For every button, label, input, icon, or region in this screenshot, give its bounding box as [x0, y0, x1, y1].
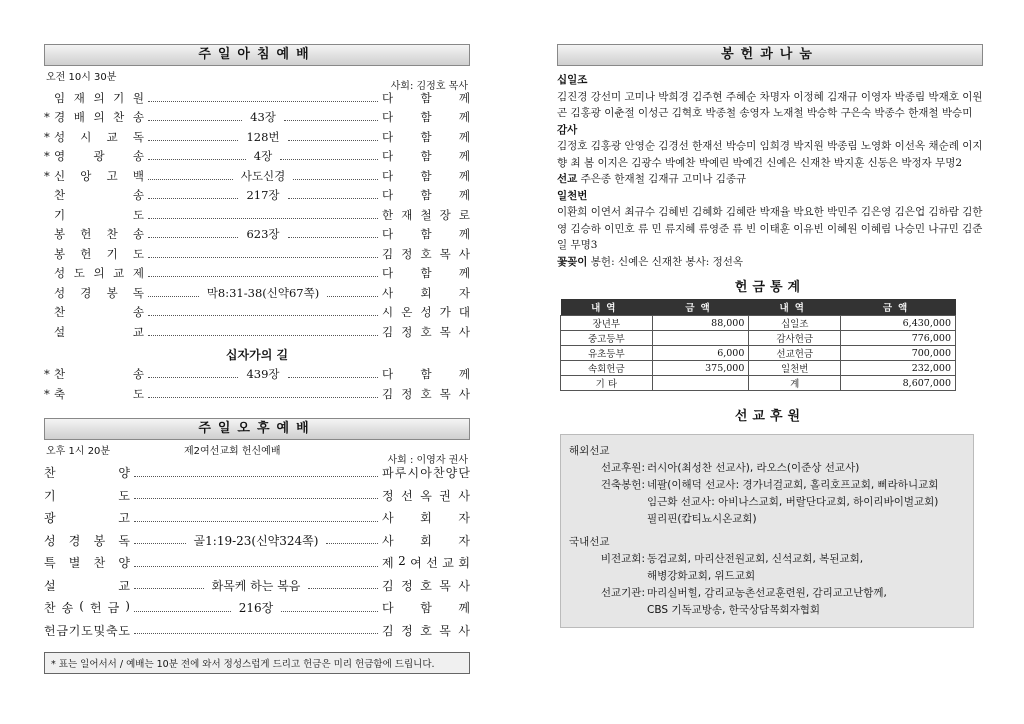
stats-row	[561, 331, 956, 346]
stats-amount: 700,000	[841, 346, 956, 361]
footer-note: * 표는 일어서서 / 예배는 10분 전에 와서 정성스럽게 드리고 헌금은 미리 헌금함에 드립니다.	[44, 652, 470, 674]
order-person: 사 회 자	[382, 533, 471, 548]
order-row	[44, 529, 470, 552]
mission-label: 선교후원:	[600, 462, 645, 474]
stats-row	[561, 346, 956, 361]
order-label: 설 교	[54, 324, 144, 339]
order-label: 찬 송	[54, 367, 144, 382]
morning-order-list	[44, 88, 470, 342]
mission-title: 선교후원	[734, 409, 806, 424]
order-person: 김 정 호 목 사	[382, 246, 470, 261]
afternoon-subtitle: 제2여선교회 헌신예배	[184, 445, 281, 457]
offering-category: 감사	[557, 123, 578, 136]
order-label: 임 재 의 기 원	[54, 90, 144, 105]
order-detail: 128번	[246, 129, 280, 144]
mission-line	[569, 602, 965, 619]
mission-label	[569, 568, 647, 585]
order-row	[44, 147, 470, 167]
order-row	[44, 574, 470, 597]
order-label: 찬 양	[44, 466, 130, 481]
right-column	[557, 44, 983, 628]
stats-item: 장년부	[561, 316, 653, 331]
stats-row	[561, 316, 956, 331]
mission-value: 임근화 선교사: 아비나스교회, 버랄단다교회, 하이리바이벌교회)	[647, 496, 939, 508]
stats-item: 감사헌금	[749, 331, 841, 346]
order-row	[44, 166, 470, 186]
mission-value: 해병강화교회, 위드교회	[647, 570, 756, 582]
offering-list	[557, 72, 983, 270]
stats-title: 헌금통계	[734, 280, 806, 295]
stats-item: 중고등부	[561, 331, 653, 346]
donor-names: 이환희 이연서 최규수 김혜빈 김혜화 김혜란 박재율 박요한 박민주 김은영 김은업 김하람 김한영 김승하 이민호 류 민 류지혜 류영준 류 빈 이태훈 이유빈 이혜원 이혜림 나승민 나규민 김준일 무명3	[557, 206, 983, 251]
stats-amount: 776,000	[841, 331, 956, 346]
mission-line	[569, 477, 965, 494]
order-detail: 217장	[246, 188, 280, 203]
order-row	[44, 552, 470, 575]
stats-item: 기 타	[561, 376, 653, 391]
standing-mark: *	[44, 386, 50, 401]
order-row	[44, 322, 470, 342]
stats-amount: 8,607,000	[841, 376, 956, 391]
offering-category: 일천번	[557, 189, 588, 202]
mission-label	[569, 511, 647, 528]
mission-box	[560, 434, 974, 628]
order-label: 찬 송 ( 헌 금 )	[44, 599, 130, 616]
order-person: 다 함 께	[382, 90, 470, 105]
order-row	[44, 186, 470, 206]
donor-names: 주은종 한재철 김재규 고미나 김종규	[580, 173, 747, 185]
mission-value: 마리실버힐, 감리교농촌선교훈련원, 감리교고난함께,	[647, 587, 887, 599]
morning-meta	[44, 66, 470, 92]
offering-category: 꽃꽂이	[557, 255, 588, 268]
mission-label	[569, 602, 647, 619]
order-label: 경 배 의 찬 송	[54, 110, 144, 125]
order-row	[44, 225, 470, 245]
order-label: 신 앙 고 백	[54, 168, 144, 183]
order-label: 찬 송	[54, 188, 144, 203]
donor-names: 김정호 김홍광 안영순 김경선 한재선 박승미 임희경 박지원 박종림 노영화 이선옥 채순례 이지향 최 봄 이지은 김광수 박예찬 박예린 박예건 신예은 신재찬 박지훈 신동은 박정자 무명2	[557, 140, 983, 169]
offering-names	[557, 89, 983, 122]
order-detail: 사도신경	[240, 168, 286, 183]
mission-line	[569, 585, 965, 602]
stats-amount: 232,000	[841, 361, 956, 376]
order-row	[44, 303, 470, 323]
offering-names	[557, 171, 983, 188]
order-person: 다 함 께	[382, 266, 470, 281]
order-person: 다 함 께	[382, 149, 470, 164]
offering-names	[557, 254, 983, 271]
order-person: 다 함 께	[382, 188, 470, 203]
afternoon-service-title: 주일오후예배	[44, 418, 470, 440]
standing-mark: *	[44, 110, 50, 125]
morning-time: 오전 10시 30분	[46, 72, 117, 83]
stats-item: 속회헌금	[561, 361, 653, 376]
order-row	[44, 244, 470, 264]
offering-names	[557, 138, 983, 171]
cross-order-list	[44, 365, 470, 404]
mission-line	[569, 494, 965, 511]
mission-value: 러시아(최성찬 선교사), 라오스(이준상 선교사)	[647, 462, 860, 474]
order-person: 김 정 호 목 사	[382, 386, 470, 401]
order-person: 김 정 호 목 사	[382, 324, 470, 339]
mission-line	[569, 511, 965, 528]
standing-mark: *	[44, 168, 50, 183]
stats-amount: 375,000	[652, 361, 749, 376]
offering-category: 선교	[557, 173, 578, 185]
afternoon-meta	[44, 440, 470, 466]
order-label: 기 도	[44, 488, 130, 503]
order-person: 제 2 여 선 교 회	[382, 554, 470, 571]
stats-item: 계	[749, 376, 841, 391]
mission-value: 필리핀(캅티뇨시온교회)	[647, 513, 757, 525]
stats-header: 금액	[841, 299, 956, 316]
order-detail: 4장	[253, 149, 273, 164]
order-row	[44, 507, 470, 530]
offering-category: 십일조	[557, 74, 588, 86]
order-detail: 623장	[246, 227, 280, 242]
order-label: 봉 헌 기 도	[54, 246, 144, 261]
mission-line	[569, 551, 965, 568]
stats-header: 내역	[561, 299, 653, 316]
order-person: 다 함 께	[382, 601, 470, 616]
order-person: 사 회 자	[382, 511, 470, 526]
order-row	[44, 597, 470, 620]
stats-header: 내역	[749, 299, 841, 316]
afternoon-time: 오후 1시 20분	[46, 445, 111, 457]
afternoon-presider: 사회 : 이영자 권사	[387, 454, 468, 466]
overseas-heading: 해외선교	[569, 445, 610, 457]
order-row	[44, 384, 470, 404]
mission-label: 선교기관:	[600, 587, 645, 599]
order-label: 봉 헌 찬 송	[54, 227, 144, 242]
order-person: 다 함 께	[382, 110, 470, 125]
mission-label	[569, 494, 647, 511]
order-person: 시 온 성 가 대	[382, 305, 470, 320]
stats-amount: 6,000	[652, 346, 749, 361]
order-row	[44, 619, 470, 642]
morning-presider: 사회: 김정호 목사	[390, 81, 468, 92]
offering-names	[557, 204, 983, 254]
stats-item: 십일조	[749, 316, 841, 331]
order-person: 다 함 께	[382, 129, 470, 144]
standing-mark: *	[44, 149, 50, 164]
order-label: 특 별 찬 양	[44, 556, 130, 571]
order-detail: 216장	[238, 601, 274, 616]
order-label: 설 교	[44, 578, 130, 593]
order-label: 성 시 교 독	[54, 129, 144, 144]
order-label: 성 경 봉 독	[54, 285, 144, 300]
order-person: 다 함 께	[382, 367, 470, 382]
stats-row	[561, 376, 956, 391]
stats-row	[561, 361, 956, 376]
mission-line	[569, 568, 965, 585]
mission-label: 건축봉헌:	[600, 479, 645, 491]
mission-label: 비전교회:	[600, 553, 645, 565]
stats-item: 일천번	[749, 361, 841, 376]
order-row	[44, 108, 470, 128]
order-row	[44, 484, 470, 507]
stats-header: 금액	[652, 299, 749, 316]
stats-amount	[652, 376, 749, 391]
mission-value: 네팔(이해덕 선교사: 경가너걸교회, 홀리호프교회, 삐라하니교회	[647, 479, 939, 491]
offering-stats-table	[560, 299, 956, 391]
stats-amount: 88,000	[652, 316, 749, 331]
stats-amount	[652, 331, 749, 346]
morning-service-title: 주일아침예배	[44, 44, 470, 66]
stats-amount: 6,430,000	[841, 316, 956, 331]
mission-value: CBS 기독교방송, 한국상담목회자협회	[647, 604, 821, 616]
order-row	[44, 264, 470, 284]
order-person: 한 재 철 장 로	[382, 207, 470, 222]
stats-item: 선교헌금	[749, 346, 841, 361]
order-person: 다 함 께	[382, 227, 470, 242]
mission-line	[569, 460, 965, 477]
order-label: 축 도	[54, 386, 144, 401]
order-person: 다 함 께	[382, 168, 470, 183]
order-detail: 막8:31-38(신약67쪽)	[206, 285, 320, 300]
donor-names: 김진경 강선미 고미나 박희경 김주현 주혜순 차명자 이정혜 김재규 이영자 박종림 박재호 이원곤 김홍광 이춘절 이성근 김혁호 박종철 송영자 노재철 박승학 구은숙 박종수 한재철 박승미	[557, 90, 983, 119]
order-row	[44, 365, 470, 385]
afternoon-order-list	[44, 462, 470, 642]
offering-title: 봉헌과나눔	[557, 44, 983, 66]
standing-mark: *	[44, 129, 50, 144]
order-label: 광 고	[44, 511, 130, 526]
order-detail: 골1:19-23(신약324쪽)	[193, 533, 319, 548]
order-person: 김 정 호 목 사	[382, 623, 470, 638]
order-label: 헌 금 기 도 및 축 도	[44, 623, 130, 638]
domestic-heading: 국내선교	[569, 536, 610, 548]
stats-item: 유초등부	[561, 346, 653, 361]
order-detail: 화목케 하는 복음	[211, 578, 301, 593]
order-label: 성 도 의 교 제	[54, 266, 144, 281]
left-column	[44, 44, 470, 674]
mission-value: 동검교회, 마리산전원교회, 신석교회, 복된교회,	[647, 553, 864, 565]
standing-mark: *	[44, 367, 50, 382]
order-person: 정 선 옥 권 사	[382, 488, 470, 503]
order-row	[44, 283, 470, 303]
donor-names: 봉헌: 신예은 신재찬 봉사: 정선옥	[590, 255, 744, 268]
order-label: 영 광 송	[54, 149, 144, 164]
order-row	[44, 127, 470, 147]
cross-section-title: 십자가의 길	[225, 347, 289, 362]
order-label: 찬 송	[54, 305, 144, 320]
order-person: 파 루 시 아 찬 양 단	[382, 466, 470, 481]
order-detail: 43장	[250, 110, 276, 125]
order-person: 김 정 호 목 사	[382, 578, 470, 593]
order-detail: 439장	[246, 367, 280, 382]
order-label: 성 경 봉 독	[44, 533, 130, 548]
order-label: 기 도	[54, 207, 144, 222]
order-row	[44, 205, 470, 225]
order-person: 사 회 자	[382, 285, 470, 300]
